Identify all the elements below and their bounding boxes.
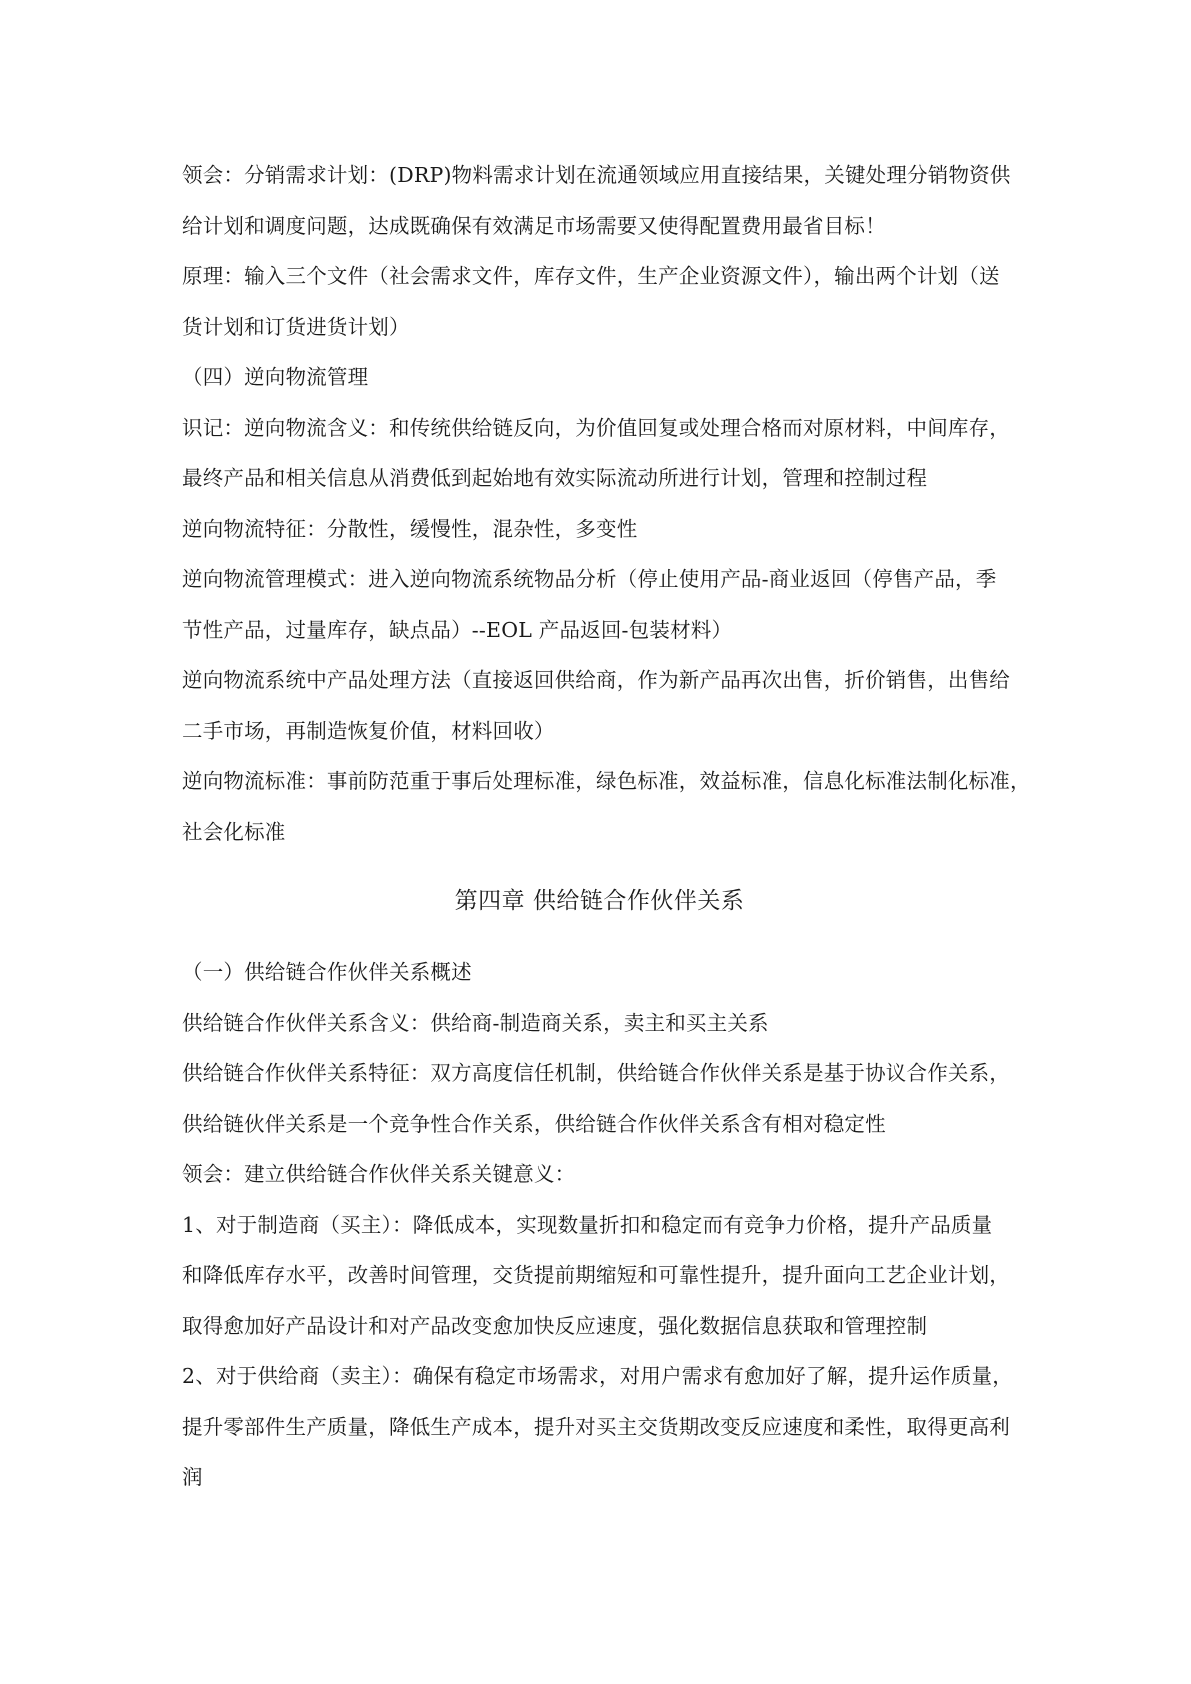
text-line: 领会：分销需求计划：(DRP)物料需求计划在流通领域应用直接结果，关键处理分销物资供 — [182, 163, 1011, 187]
text-line: 供给链伙伴关系是一个竞争性合作关系，供给链合作伙伴关系含有相对稳定性 — [182, 1111, 886, 1136]
text-line: 2、对于供给商（卖主）：确保有稳定市场需求，对用户需求有愈加好了解，提升运作质量， — [182, 1364, 1013, 1388]
section-partnership — [182, 947, 1017, 1503]
text-line: 二手市场，再制造恢复价值，材料回收） — [182, 718, 555, 743]
text-line: 逆向物流管理模式：进入逆向物流系统物品分析（停止使用产品-商业返回（停售产品，季 — [182, 567, 997, 591]
text-line: 领会：建立供给链合作伙伴关系关键意义： — [182, 1162, 576, 1186]
text-line: 节性产品，过量库存，缺点品）--EOL 产品返回-包装材料） — [182, 617, 733, 642]
document-page — [182, 150, 1031, 1503]
chapter-title: 第四章 供给链合作伙伴关系 — [454, 888, 745, 914]
text-line: 货计划和订货进货计划） — [182, 314, 410, 339]
subsection-heading: （四）逆向物流管理 — [182, 365, 369, 389]
text-line: 润 — [182, 1465, 203, 1489]
text-line: 提升零部件生产质量，降低生产成本，提升对买主交货期改变反应速度和柔性，取得更高利 — [182, 1414, 1010, 1439]
text-line: 最终产品和相关信息从消费低到起始地有效实际流动所进行计划，管理和控制过程 — [182, 466, 928, 490]
text-line: 原理：输入三个文件（社会需求文件，库存文件，生产企业资源文件），输出两个计划（送 — [182, 264, 1000, 288]
subsection-heading: （一）供给链合作伙伴关系概述 — [182, 960, 472, 984]
text-line: 1、对于制造商（买主）：降低成本，实现数量折扣和稳定而有竞争力价格，提升产品质量 — [182, 1212, 993, 1237]
text-line: 给计划和调度问题，达成既确保有效满足市场需要又使得配置费用最省目标！ — [182, 213, 886, 238]
text-line: 取得愈加好产品设计和对产品改变愈加快反应速度，强化数据信息获取和管理控制 — [182, 1313, 928, 1338]
text-line: 逆向物流系统中产品处理方法（直接返回供给商，作为新产品再次出售，折价销售，出售给 — [182, 668, 1010, 692]
text-line: 供给链合作伙伴关系含义：供给商-制造商关系，卖主和买主关系 — [182, 1010, 769, 1035]
text-line: 社会化标准 — [182, 819, 286, 844]
text-line: 供给链合作伙伴关系特征：双方高度信任机制，供给链合作伙伴关系是基于协议合作关系， — [182, 1061, 1010, 1085]
section-drp-reverse-logistics — [182, 150, 1031, 857]
text-line: 逆向物流标准：事前防范重于事后处理标准，绿色标准，效益标准，信息化标准法制化标准， — [182, 769, 1031, 793]
text-line: 和降低库存水平，改善时间管理，交货提前期缩短和可靠性提升，提升面向工艺企业计划， — [182, 1263, 1010, 1287]
text-line: 逆向物流特征：分散性，缓慢性，混杂性，多变性 — [182, 516, 638, 541]
text-line: 识记：逆向物流含义：和传统供给链反向，为价值回复或处理合格而对原材料，中间库存， — [182, 415, 1010, 440]
